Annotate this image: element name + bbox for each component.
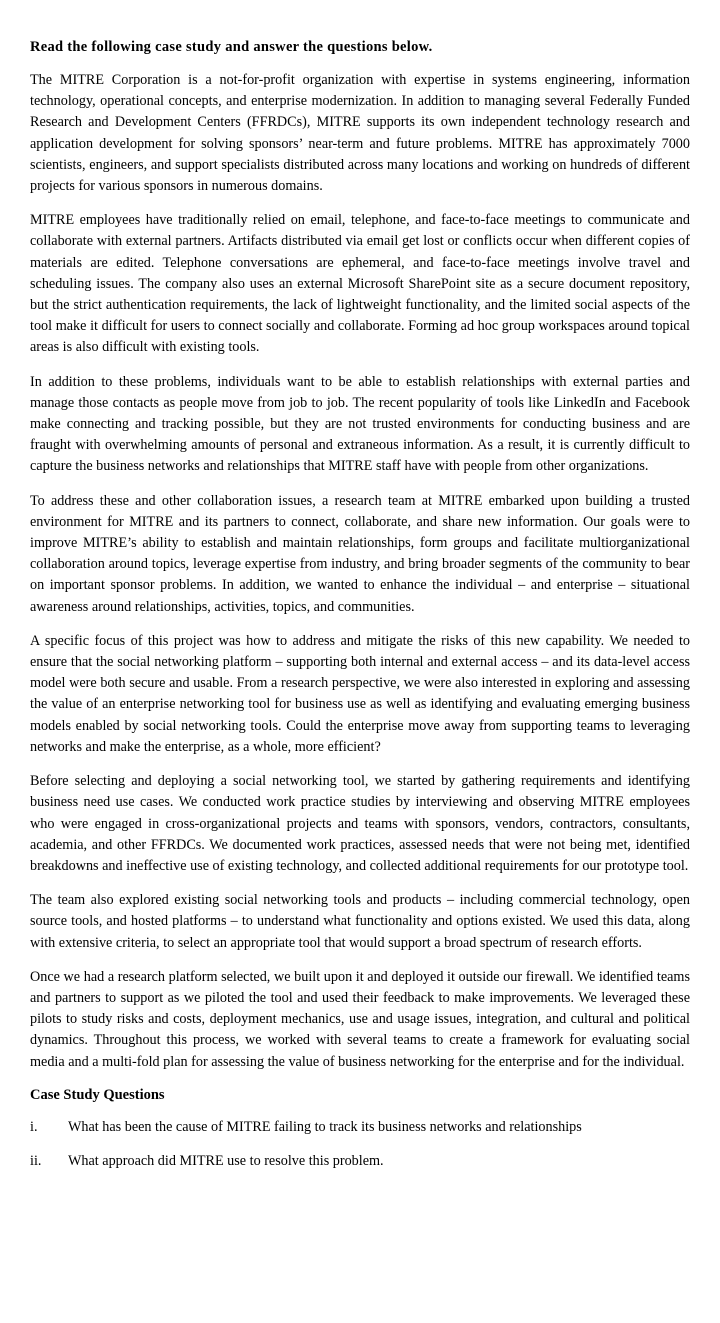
- paragraph-6: Before selecting and deploying a social networking tool, we started by gathering requirements and identifying business need use cases. We conducted work practice studies by interviewing and observing MITRE employees who were engaged in cross-organizational projects and teams with sponsors, vendors, contractors, consultants, academia, and other FFRDCs. We documented work practices, assessed needs that were not being met, identified breakdowns and ineffective use of existing technology, and collected additional requirements for our prototype tool.: [30, 773, 690, 874]
- case-study-questions-heading: Case Study Questions: [30, 1086, 165, 1103]
- paragraph-2: MITRE employees have traditionally relied on email, telephone, and face-to-face meetings to communicate and collaborate with external partners. Artifacts distributed via email get lost or conflicts occur when different copies of materials are edited. Telephone conversations are ephemeral, and face-to-face meetings involve travel and scheduling issues. The company also uses an external Microsoft SharePoint site as a secure document repository, but the strict authentication requirements, the lack of lightweight functionality, and the limited social aspects of the tool make it difficult for users to connect socially and collaborate. Forming ad hoc group workspaces around topical areas is also difficult with existing tools.: [30, 212, 690, 356]
- question-marker: ii.: [30, 1152, 42, 1169]
- paragraph-5: A specific focus of this project was how to address and mitigate the risks of this new capability. We needed to ensure that the social networking platform – supporting both internal and external access – and its data-level access model were both secure and usable. From a research perspective, we were also interested in exploring and assessing the value of an enterprise networking tool for business use as well as identifying and evaluating emerging business models enabled by social networking tools. Could the enterprise move away from supporting teams to leveraging networks and make the enterprise, as a whole, more efficient?: [30, 632, 690, 755]
- question-marker: i.: [30, 1118, 38, 1135]
- paragraph-7: The team also explored existing social networking tools and products – including commercial technology, open source tools, and hosted platforms – to understand what functionality and options existed. We used this data, along with extensive criteria, to select an appropriate tool that would support a broad spectrum of research efforts.: [30, 892, 690, 951]
- question-list: [30, 1117, 690, 1172]
- question-text: What has been the cause of MITRE failing to track its business networks and relationships: [68, 1118, 582, 1135]
- list-item: [30, 1151, 690, 1172]
- paragraph-1: The MITRE Corporation is a not-for-profit organization with expertise in systems engineering, information technology, operational concepts, and enterprise modernization. In addition to managing several Federally Funded Research and Development Centers (FFRDCs), MITRE supports its own independent technology research and application development for solving sponsors’ near-term and future problems. MITRE has approximately 7000 scientists, engineers, and support specialists distributed across many locations and working on hundreds of different projects for various sponsors in numerous domains.: [30, 72, 690, 195]
- paragraph-4: To address these and other collaboration issues, a research team at MITRE embarked upon building a trusted environment for MITRE and its partners to connect, collaborate, and share new information. Our goals were to improve MITRE’s ability to establish and maintain relationships, form groups and facilitate multiorganizational collaboration around topics, leverage expertise from industry, and bring broader segments of the community to bear on important sponsor problems. In addition, we wanted to enhance the individual – and enterprise – situational awareness around relationships, activities, topics, and communities.: [30, 492, 690, 615]
- page-title: Read the following case study and answer the questions below.: [30, 39, 433, 55]
- paragraph-3: In addition to these problems, individuals want to be able to establish relationships with external parties and manage those contacts as people move from job to job. The recent popularity of tools like LinkedIn and Facebook make connecting and tracking possible, but they are not trusted environments for conducting business and are fraught with overwhelming amounts of personal and extraneous information. As a result, it is currently difficult to capture the business networks and relationships that MITRE staff have with people from other organizations.: [30, 373, 690, 475]
- list-item: [30, 1117, 690, 1138]
- question-text: What approach did MITRE use to resolve this problem.: [68, 1152, 384, 1169]
- paragraph-8: Once we had a research platform selected, we built upon it and deployed it outside our firewall. We identified teams and partners to support as we piloted the tool and used their feedback to make improvements. We leveraged these pilots to study risks and costs, deployment mechanics, use and usage issues, integration, and cultural and political dynamics. Throughout this process, we worked with several teams to create a framework for evaluating social media and a multi-fold plan for assessing the value of business networking for the enterprise and for the individual.: [30, 968, 690, 1070]
- document-body: [30, 38, 690, 1172]
